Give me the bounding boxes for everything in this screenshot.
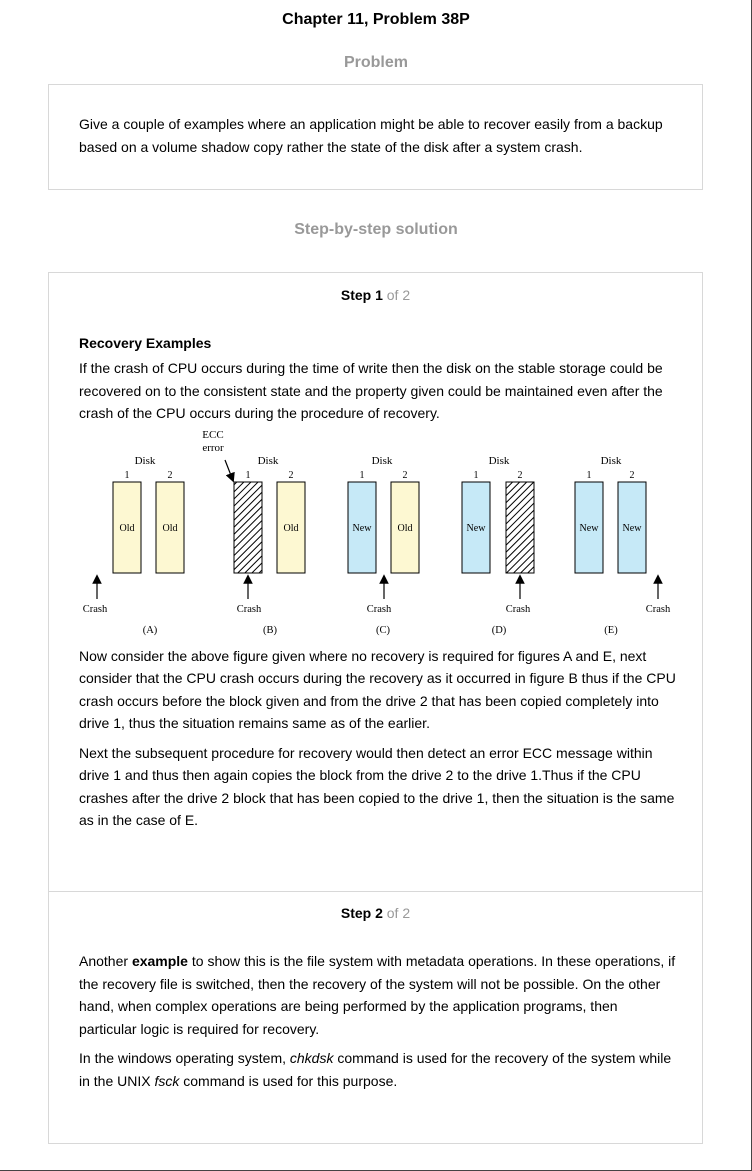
drive1-num-b: 1 xyxy=(245,469,251,481)
step-1-label: Step 1 xyxy=(340,287,383,303)
disk-label-a: Disk xyxy=(134,454,156,467)
solution-label: Step-by-step solution xyxy=(294,221,458,238)
step-2-p2-mid: command is used for the recovery of the system while in the UNIX xyxy=(79,1050,672,1089)
drive1-num-a: 1 xyxy=(124,469,130,481)
drive2-num-c: 2 xyxy=(402,469,408,481)
crash-label-c: Crash xyxy=(366,603,392,615)
step-2-label: Step 2 xyxy=(340,905,383,921)
figure-group-e xyxy=(575,455,671,636)
disk-label-e: Disk xyxy=(600,454,622,467)
step-2-p2-before: In the windows operating system, xyxy=(79,1050,290,1066)
step-2-paragraph-2 xyxy=(79,1047,676,1092)
stable-storage-figure xyxy=(79,427,676,645)
caption-e: (E) xyxy=(604,624,618,636)
drive2-num-a: 2 xyxy=(167,469,173,481)
drive-1-label-d: New xyxy=(466,522,486,534)
step-1-paragraph-1: If the crash of CPU occurs during the time of write then the disk on the stable storage could be recovered on to the consistent state and the property given could be maintained even after the crash of the CPU occurs during the procedure of recovery. xyxy=(79,360,663,421)
problem-label: Problem xyxy=(343,54,408,71)
ecc-arrow xyxy=(225,460,232,478)
step-2-p1-bold: example xyxy=(131,953,188,969)
step-2-p1-before: Another xyxy=(79,953,132,969)
problem-text: Give a couple of examples where an application might be able to recover easily from a backup based on a volume shadow copy rather the state of the disk after a system crash. xyxy=(79,116,663,155)
problem-box xyxy=(48,84,703,190)
drive1-num-e: 1 xyxy=(586,469,592,481)
drive-1-label-c: New xyxy=(352,522,372,534)
disk-label-b: Disk xyxy=(257,454,279,467)
chkdsk-command: chkdsk xyxy=(289,1050,334,1066)
step-2-p1-after: to show this is the file system with metadata operations. In these operations, if the recovery file is switched, then the recovery of the system will not be possible. On the other hand, when complex operations are being performed by the application programs, then particular logic is required for recovery. xyxy=(79,953,676,1037)
step-1-content xyxy=(79,335,676,839)
drive-2-label-e: New xyxy=(622,522,642,534)
disk-label-c: Disk xyxy=(371,454,393,467)
caption-d: (D) xyxy=(491,624,507,636)
caption-a: (A) xyxy=(142,624,158,636)
drive-1-label-e: New xyxy=(579,522,599,534)
step-1-paragraph-2: Now consider the above figure given where no recovery is required for figures A and E, next consider that the CPU crash occurs during the recovery as it occurred in figure B thus if the CPU crash occurs before the block given and from the drive 2 that has been copied completely into drive 1, thus the situation remains same as of the earlier. xyxy=(79,647,676,731)
figure-group-a xyxy=(83,455,184,636)
ecc-label-line2: error xyxy=(202,441,224,454)
step-2-paragraph-1 xyxy=(79,950,676,1040)
chapter-title: Chapter 11, Problem 38P xyxy=(282,11,470,28)
crash-label-a: Crash xyxy=(82,603,108,615)
drive2-num-d: 2 xyxy=(517,469,523,481)
disk-label-d: Disk xyxy=(488,454,510,467)
figure-group-d xyxy=(462,455,534,636)
step-1-header xyxy=(49,287,702,303)
step-2-of: of 2 xyxy=(386,905,411,921)
drive-2-corrupt-d xyxy=(506,482,534,573)
drive-2-label-c: Old xyxy=(397,522,413,534)
figure-group-c xyxy=(348,455,419,636)
step-2-content xyxy=(79,950,676,1099)
crash-label-e: Crash xyxy=(645,603,671,615)
step-1-paragraph-3: Next the subsequent procedure for recovery would then detect an error ECC message within drive 1 and thus then again copies the block from the drive 2 to the drive 1.Thus if the CPU crashes after the drive 2 block that has been copied to the drive 1, then the situation is the same as in the case of E. xyxy=(79,744,675,828)
drive1-num-d: 1 xyxy=(473,469,479,481)
drive2-num-e: 2 xyxy=(629,469,635,481)
figure-group-b xyxy=(234,455,305,636)
drive-2-label-a: Old xyxy=(162,522,178,534)
fsck-command: fsck xyxy=(154,1072,180,1089)
ecc-label-line1: ECC xyxy=(202,428,224,441)
step-2-p2-after: command is used for this purpose. xyxy=(179,1072,398,1089)
crash-label-b: Crash xyxy=(236,603,262,615)
solution-box xyxy=(48,272,703,1144)
step-1-heading: Recovery Examples xyxy=(79,335,212,351)
drive-2-label-b: Old xyxy=(283,522,299,534)
caption-c: (C) xyxy=(376,624,390,636)
drive-1-corrupt-b xyxy=(234,482,262,573)
drive2-num-b: 2 xyxy=(288,469,294,481)
step-1-of: of 2 xyxy=(386,287,411,303)
step-2-header xyxy=(49,905,702,921)
step-divider xyxy=(49,891,702,892)
crash-label-d: Crash xyxy=(505,603,531,615)
caption-b: (B) xyxy=(263,624,277,636)
drive1-num-c: 1 xyxy=(359,469,365,481)
drive-1-label-a: Old xyxy=(119,522,135,534)
